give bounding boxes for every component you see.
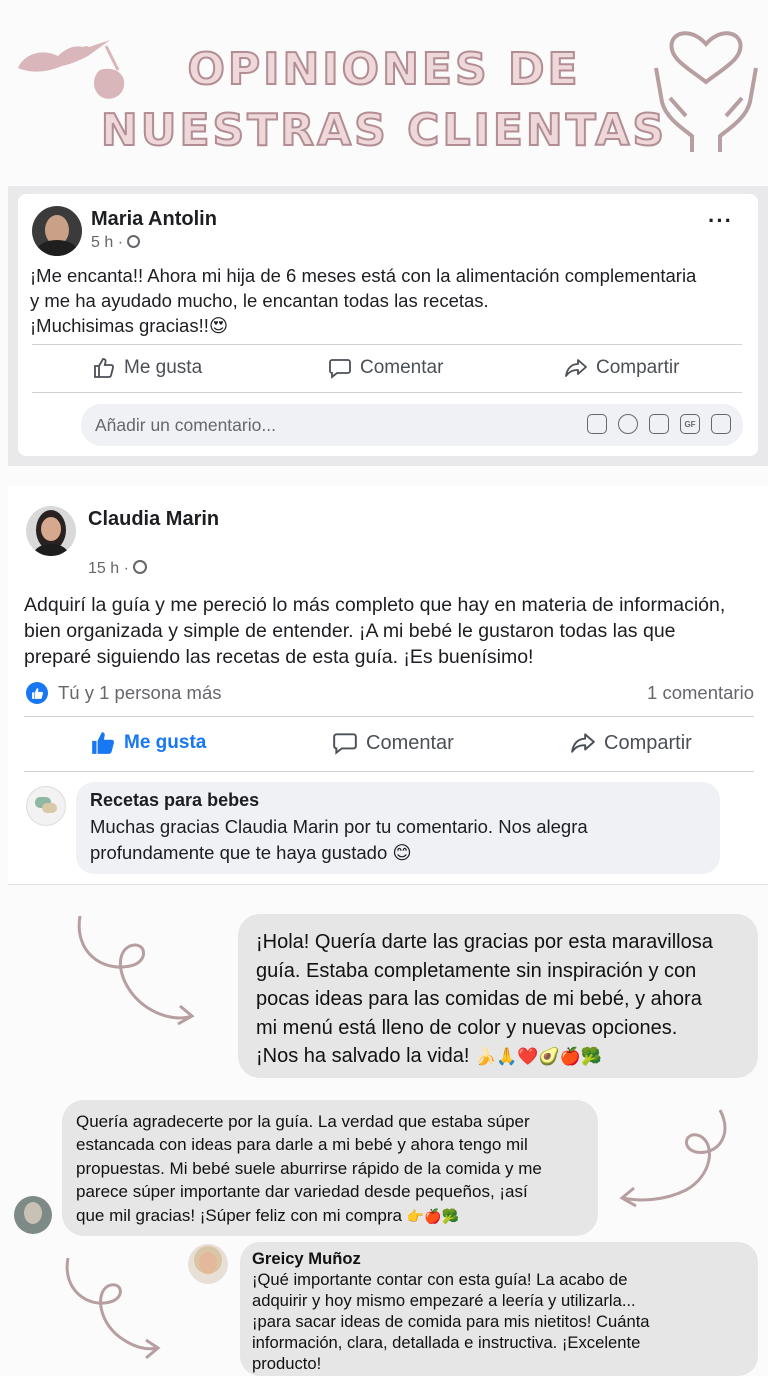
- avatar-maria[interactable]: [32, 206, 82, 256]
- comments-count[interactable]: 1 comentario: [647, 682, 754, 703]
- post-text: Adquirí la guía y me pereció lo más completo que hay en materia de información, bien organizada y simple de entender. ¡A mi bebé le gustaron todas las que preparé siguiendo las recetas de esta guía. ¡Es buenísimo!: [24, 594, 726, 668]
- reply-text: Muchas gracias Claudia Marin por tu comentario. Nos alegra profundamente que te haya gustado 😊: [90, 816, 588, 864]
- curly-arrow-icon: [616, 1106, 734, 1214]
- divider: [32, 344, 742, 345]
- post-card-claudia: [8, 486, 768, 885]
- comment-button[interactable]: Comentar: [328, 356, 443, 380]
- camera-icon[interactable]: [649, 414, 669, 434]
- header: [0, 0, 768, 180]
- post-author[interactable]: Maria Antolin: [91, 208, 217, 230]
- chat-bubbles-icon: [27, 787, 65, 825]
- like-button[interactable]: Me gusta: [90, 730, 206, 756]
- more-options-button[interactable]: ···: [708, 208, 733, 233]
- gif-icon[interactable]: GF: [680, 414, 700, 434]
- post-card-maria: [8, 186, 768, 466]
- thumbs-up-icon: [92, 356, 116, 380]
- like-button[interactable]: Me gusta: [92, 356, 202, 380]
- emoji-icon[interactable]: [618, 414, 638, 434]
- testimonial-message-1: ¡Hola! Quería darte las gracias por esta maravillosa guía. Estaba completamente sin inspiración y con pocas ideas para las comidas de mi bebé, y ahora mi menú está lleno de color y nuevas opciones. ¡Nos ha salvado la vida! 🍌🙏❤️🥑🍎🥦: [238, 914, 758, 1078]
- share-icon: [564, 356, 588, 380]
- testimonial-message-2: Quería agradecerte por la guía. La verdad que estaba súper estancada con ideas para darle a mi bebé y ahora tengo mil propuestas. Mi bebé suele aburrirse rápido de la comida y me parece súper importante dar variedad desde pequeños, ¡así que mil gracias! ¡Súper feliz con mi compra 👉🍎🥦: [62, 1100, 598, 1236]
- avatar-recetas-para-bebes[interactable]: [26, 786, 66, 826]
- comment-icon: [332, 730, 358, 756]
- post-time[interactable]: 15 h ·: [88, 560, 147, 578]
- post-author[interactable]: Claudia Marin: [88, 508, 220, 530]
- comment-button[interactable]: Comentar: [332, 730, 454, 756]
- message-author[interactable]: Greicy Muñoz: [252, 1249, 361, 1268]
- avatar-claudia[interactable]: [26, 506, 76, 556]
- title-line-1: OPINIONES DE: [187, 44, 581, 95]
- share-button[interactable]: Compartir: [570, 730, 692, 756]
- comment-input[interactable]: Añadir un comentario... GF: [81, 404, 743, 446]
- reply-author[interactable]: Recetas para bebes: [90, 790, 260, 810]
- title-line-2: NUESTRAS CLIENTAS: [100, 105, 668, 156]
- share-icon: [570, 730, 596, 756]
- divider: [24, 771, 754, 772]
- post-time[interactable]: 5 h ·: [91, 234, 140, 252]
- like-reaction-icon: [26, 682, 48, 704]
- globe-icon: [127, 235, 140, 248]
- sticker-face-icon[interactable]: [711, 414, 731, 434]
- comment-input-icons: [587, 414, 731, 434]
- reply-comment: [76, 782, 720, 874]
- globe-icon: [133, 560, 147, 574]
- heart-hands-icon: [648, 28, 764, 152]
- thumbs-up-icon: [90, 730, 116, 756]
- divider: [32, 392, 742, 393]
- testimonial-message-3: Greicy Muñoz ¡Qué importante contar con esta guía! La acabo de adquirir y hoy mismo empezaré a leería y utilizarla... ¡para sacar ideas de comida para mis nietitos! Cuánta información, clara, detallada e instructiva. ¡Excelente producto!: [240, 1242, 758, 1376]
- share-button[interactable]: Compartir: [564, 356, 679, 380]
- comment-icon: [328, 356, 352, 380]
- avatar-user[interactable]: [14, 1196, 52, 1234]
- divider: [24, 716, 754, 717]
- curly-arrow-icon: [72, 912, 200, 1038]
- post-text: ¡Me encanta!! Ahora mi hija de 6 meses está con la alimentación complementaria y me ha ayudado mucho, le encantan todas las recetas. ¡Muchisimas gracias!!😍: [30, 265, 697, 337]
- sticker-icon[interactable]: [587, 414, 607, 434]
- avatar-greicy[interactable]: [188, 1244, 228, 1284]
- curly-arrow-icon: [60, 1254, 168, 1366]
- reactions-summary[interactable]: Tú y 1 persona más: [58, 682, 222, 703]
- post-1: [18, 194, 758, 456]
